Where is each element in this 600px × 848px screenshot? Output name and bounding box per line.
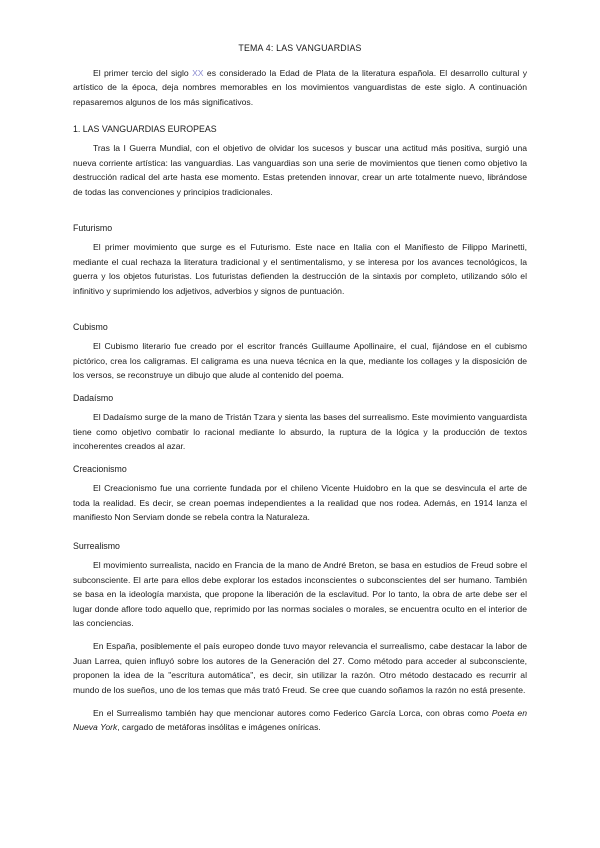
- section-paragraph: En España, posiblemente el país europeo donde tuvo mayor relevancia el surrealismo, cabe destacar la labor de Juan Larrea, quien influyó sobre los autores de la Generación del 27. Como método para acceder al subconsciente, proponen la idea de la "escritura automática", es decir, sin utilizar la razón. Otro método destacado es recurrir al mundo de los sueños, uno de los temas que más trató Freud. Se cree que cuando soñamos la razón no está presente.: [73, 641, 527, 695]
- intro-text-start: El primer tercio del siglo: [93, 68, 193, 78]
- work-title: Poeta en Nueva York: [73, 708, 527, 733]
- intro-section: [73, 66, 527, 109]
- paragraph-text-start: En el Surrealismo también hay que mencionar autores como Federico García Lorca, con obras como: [93, 708, 492, 719]
- section-paragraph: El Dadaísmo surge de la mano de Tristán Tzara y sienta las bases del surrealismo. Este movimiento vanguardista tiene como objetivo combatir lo racional mediante lo absurdo, la ruptura de la lógica y la producción de textos incoherentes creados al azar.: [73, 412, 527, 452]
- intro-paragraph: [73, 66, 527, 109]
- section-heading: Surrealismo: [73, 541, 120, 551]
- section-paragraph: [73, 706, 527, 735]
- section-creacionismo: [73, 462, 527, 525]
- intro-text-end: es considerado la Edad de Plata de la literatura española. El desarrollo cultural y artístico de la época, deja nombres memorables en los movimientos vanguardistas de este siglo. A continuación repasaremos algunos de los más significativos.: [73, 68, 527, 107]
- section-futurismo: [73, 221, 527, 298]
- section-vanguardias-europeas: [73, 122, 527, 199]
- section-surrealismo: [73, 539, 527, 735]
- section-heading: Cubismo: [73, 322, 108, 332]
- section-dadaismo: [73, 391, 527, 454]
- section-heading: Creacionismo: [73, 464, 127, 474]
- section-paragraph: El primer movimiento que surge es el Futurismo. Este nace en Italia con el Manifiesto de Filippo Marinetti, mediante el cual rechaza la literatura tradicional y el sentimentalismo, y se interesa por los avances tecnológicos, la guerra y los objetos futuristas. Los futuristas defienden la destrucción de la sintaxis por completo, utilizando sólo el infinitivo y suprimiendo los adjetivos, adverbios y signos de puntuación.: [73, 242, 527, 296]
- century-numeral: XX: [192, 68, 204, 78]
- section-cubismo: [73, 320, 527, 383]
- section-paragraph: El movimiento surrealista, nacido en Francia de la mano de André Breton, se basa en estudios de Freud sobre el subconsciente. El arte para ellos debe explorar los estados inconscientes o subconscientes del ser humano. También se basa en la ideología marxista, que propone la liberación de la esclavitud. Por lo tanto, la obra de arte debe ser el lugar donde aflore todo aquello que, reprimido por las normas sociales o morales, se encuentra oculto en el interior de las conciencias.: [73, 560, 527, 629]
- section-heading: 1. LAS VANGUARDIAS EUROPEAS: [73, 124, 217, 134]
- section-paragraph: El Cubismo literario fue creado por el escritor francés Guillaume Apollinaire, el cual, fijándose en el cubismo pictórico, crea los caligramas. El caligrama es una nueva técnica en la que, mediante los collages y la disposición de los versos, se reconstruye un dibujo que alude al contenido del poema.: [73, 341, 527, 381]
- section-paragraph: Tras la I Guerra Mundial, con el objetivo de olvidar los sucesos y buscar una actitud más positiva, surgió una nueva corriente artística: las vanguardias. Las vanguardias son una serie de movimientos que tienen como objetivo la destrucción radical del arte hasta ese momento. Estas pretenden innovar, crear un arte totalmente nuevo, librándose de todas las convenciones y principios tradicionales.: [73, 143, 527, 197]
- section-heading: Dadaísmo: [73, 393, 114, 403]
- section-paragraph: El Creacionismo fue una corriente fundada por el chileno Vicente Huidobro en la que se desvincula el arte de toda la realidad. Es decir, se crean poemas independientes a la realidad que nos rodea. Además, en 1914 lanza el manifiesto Non Serviam donde se rebela contra la Naturaleza.: [73, 483, 527, 523]
- paragraph-text-end: , cargado de metáforas insólitas e imágenes oníricas.: [117, 722, 321, 733]
- document-title: TEMA 4: LAS VANGUARDIAS: [238, 43, 362, 53]
- section-heading: Futurismo: [73, 223, 113, 233]
